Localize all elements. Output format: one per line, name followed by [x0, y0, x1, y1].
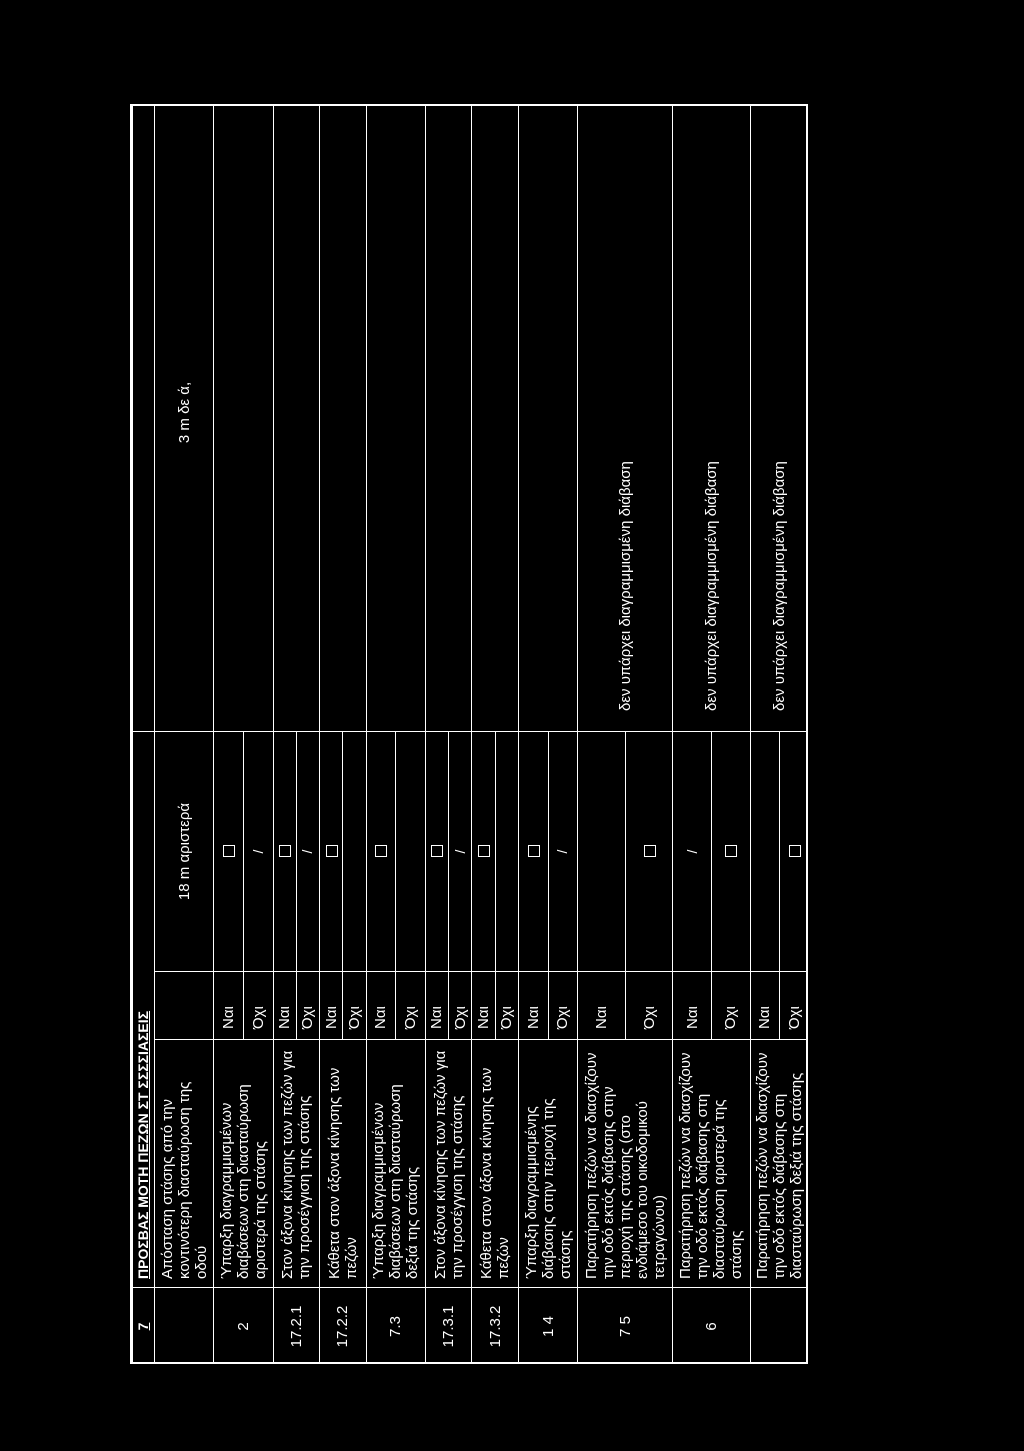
- option-label: Ναι: [320, 972, 343, 1040]
- check-mark: /: [451, 849, 468, 854]
- table-row: [366, 105, 396, 1364]
- row-note: [214, 105, 273, 731]
- row-note: [366, 105, 425, 731]
- table-row: [425, 105, 448, 1364]
- option-label: Όχι: [780, 972, 808, 1040]
- row-description: Κάθετα στον άξονα κίνησης των πεζών: [320, 1040, 367, 1288]
- option-mark-cell: [518, 731, 548, 971]
- row-number: 17.2.1: [273, 1288, 320, 1365]
- checkbox[interactable]: [478, 846, 490, 858]
- survey-table: [132, 105, 808, 1364]
- option-mark-cell: [449, 731, 472, 971]
- row-description: Παρατήρηση πεζών να διασχίζουν την οδό εκτός διάβασης στη διασταύρωση αριστερά της στάσης: [673, 1040, 750, 1288]
- first-row-note: 3 m δε ά,: [155, 105, 214, 731]
- row-number: 17.3.1: [425, 1288, 472, 1365]
- option-label: Όχι: [343, 972, 366, 1040]
- option-mark-cell: [472, 731, 495, 971]
- option-mark-cell: [320, 731, 343, 971]
- row-note: δεν υπάρχει διαγραμμισμένη διάβαση: [578, 105, 673, 731]
- row-note: [273, 105, 320, 731]
- check-mark: /: [683, 849, 700, 854]
- row-description: Ύπαρξη διαγραμμισμένης διάβασης στην περιοχή της στάσης: [518, 1040, 577, 1288]
- checkbox[interactable]: [528, 846, 540, 858]
- option-mark-cell: [673, 731, 712, 971]
- option-label: Ναι: [518, 972, 548, 1040]
- option-label: Όχι: [296, 972, 319, 1040]
- checkbox[interactable]: [725, 846, 737, 858]
- row-note: [425, 105, 472, 731]
- first-row-spacer: [155, 972, 214, 1040]
- row-description: Ύπαρξη διαγραμμισμένων διαβάσεων στη διασταύρωση αριστερά της στάσης: [214, 1040, 273, 1288]
- option-label: Όχι: [548, 972, 578, 1040]
- document-frame: [130, 104, 808, 1364]
- option-mark-cell: [578, 731, 626, 971]
- first-row-number: [155, 1288, 214, 1365]
- row-number: 2: [214, 1288, 273, 1365]
- option-mark-cell: [548, 731, 578, 971]
- table-row: [214, 105, 244, 1364]
- row-number: 6: [673, 1288, 750, 1365]
- checkbox[interactable]: [279, 846, 291, 858]
- option-label: Ναι: [578, 972, 626, 1040]
- option-mark-cell: [366, 731, 396, 971]
- header-empty: [133, 105, 155, 731]
- option-label: Ναι: [366, 972, 396, 1040]
- row-number: 7.3: [366, 1288, 425, 1365]
- option-mark-cell: [243, 731, 273, 971]
- option-mark-cell: [296, 731, 319, 971]
- option-label: Όχι: [625, 972, 673, 1040]
- row-number: 17.2.2: [320, 1288, 367, 1365]
- checkbox[interactable]: [644, 846, 656, 858]
- checkbox[interactable]: [375, 846, 387, 858]
- table-row: [673, 105, 712, 1364]
- option-mark-cell: [343, 731, 366, 971]
- header-number: 7: [133, 1288, 155, 1365]
- option-label: Ναι: [472, 972, 495, 1040]
- table-row: [320, 105, 343, 1364]
- row-note: [472, 105, 519, 731]
- option-label: Ναι: [214, 972, 244, 1040]
- option-label: Όχι: [495, 972, 518, 1040]
- rotated-sheet: [132, 106, 808, 1364]
- check-mark: /: [554, 849, 571, 854]
- row-note: δεν υπάρχει διαγραμμισμένη διάβαση: [750, 105, 808, 731]
- option-mark-cell: [425, 731, 448, 971]
- option-label: Όχι: [396, 972, 426, 1040]
- option-mark-cell: [711, 731, 750, 971]
- row-number: 1 4: [518, 1288, 577, 1365]
- option-label: Ναι: [750, 972, 780, 1040]
- option-mark-cell: [273, 731, 296, 971]
- row-number: [750, 1288, 808, 1365]
- row-number: 7 5: [578, 1288, 673, 1365]
- table-row: [750, 105, 780, 1364]
- row-description: Στον άξονα κίνησης των πεζών για την προσέγγιση της στάσης: [425, 1040, 472, 1288]
- checkbox[interactable]: [789, 846, 801, 858]
- checkbox[interactable]: [223, 846, 235, 858]
- option-mark-cell: [625, 731, 673, 971]
- row-description: Παρατήρηση πεζών να διασχίζουν την οδό εκτός διάβασης στη διασταύρωση δεξιά της στάσης: [750, 1040, 808, 1288]
- checkbox[interactable]: [431, 846, 443, 858]
- checkbox[interactable]: [326, 846, 338, 858]
- row-description: Παρατήρηση πεζών να διασχίζουν την οδό εκτός διάβασης στην περιοχή της στάσης (στο ενδιάμεσο του οικοδομικού τετραγώνου): [578, 1040, 673, 1288]
- option-mark-cell: [780, 731, 808, 971]
- table-row: [518, 105, 548, 1364]
- table-row: [472, 105, 495, 1364]
- option-label: Ναι: [425, 972, 448, 1040]
- check-mark: /: [299, 849, 316, 854]
- row-number: 17.3.2: [472, 1288, 519, 1365]
- option-mark-cell: [214, 731, 244, 971]
- row-description: Ύπαρξη διαγραμμισμένων διαβάσεων στη διασταύρωση δεξιά της στάσης: [366, 1040, 425, 1288]
- row-note: δεν υπάρχει διαγραμμισμένη διάβαση: [673, 105, 750, 731]
- first-row-description: Απόσταση στάσης από την κοντινότερη διασταύρωση της οδού: [155, 1040, 214, 1288]
- option-mark-cell: [396, 731, 426, 971]
- header-row: [133, 105, 155, 1364]
- first-row: [155, 105, 214, 1364]
- option-mark-cell: [750, 731, 780, 971]
- first-row-value: 18 m αριστερά: [155, 731, 214, 971]
- option-label: Όχι: [449, 972, 472, 1040]
- option-label: Ναι: [273, 972, 296, 1040]
- row-description: Κάθετα στον άξονα κίνησης των πεζών: [472, 1040, 519, 1288]
- row-note: [320, 105, 367, 731]
- option-label: Όχι: [711, 972, 750, 1040]
- option-label: Ναι: [673, 972, 712, 1040]
- option-mark-cell: [495, 731, 518, 971]
- check-mark: /: [249, 849, 266, 854]
- header-title: ΠΡΟΣΒΑΣ ΜΟΤΗ ΠΕΖΩΝ ΣΤ ΣΣΣΣΙΑΣΕΙΣ: [133, 731, 155, 1287]
- option-label: Όχι: [243, 972, 273, 1040]
- table-row: [578, 105, 626, 1364]
- table-row: [273, 105, 296, 1364]
- row-description: Στον άξονα κίνησης των πεζών για την προσέγγιση της στάσης: [273, 1040, 320, 1288]
- row-note: [518, 105, 577, 731]
